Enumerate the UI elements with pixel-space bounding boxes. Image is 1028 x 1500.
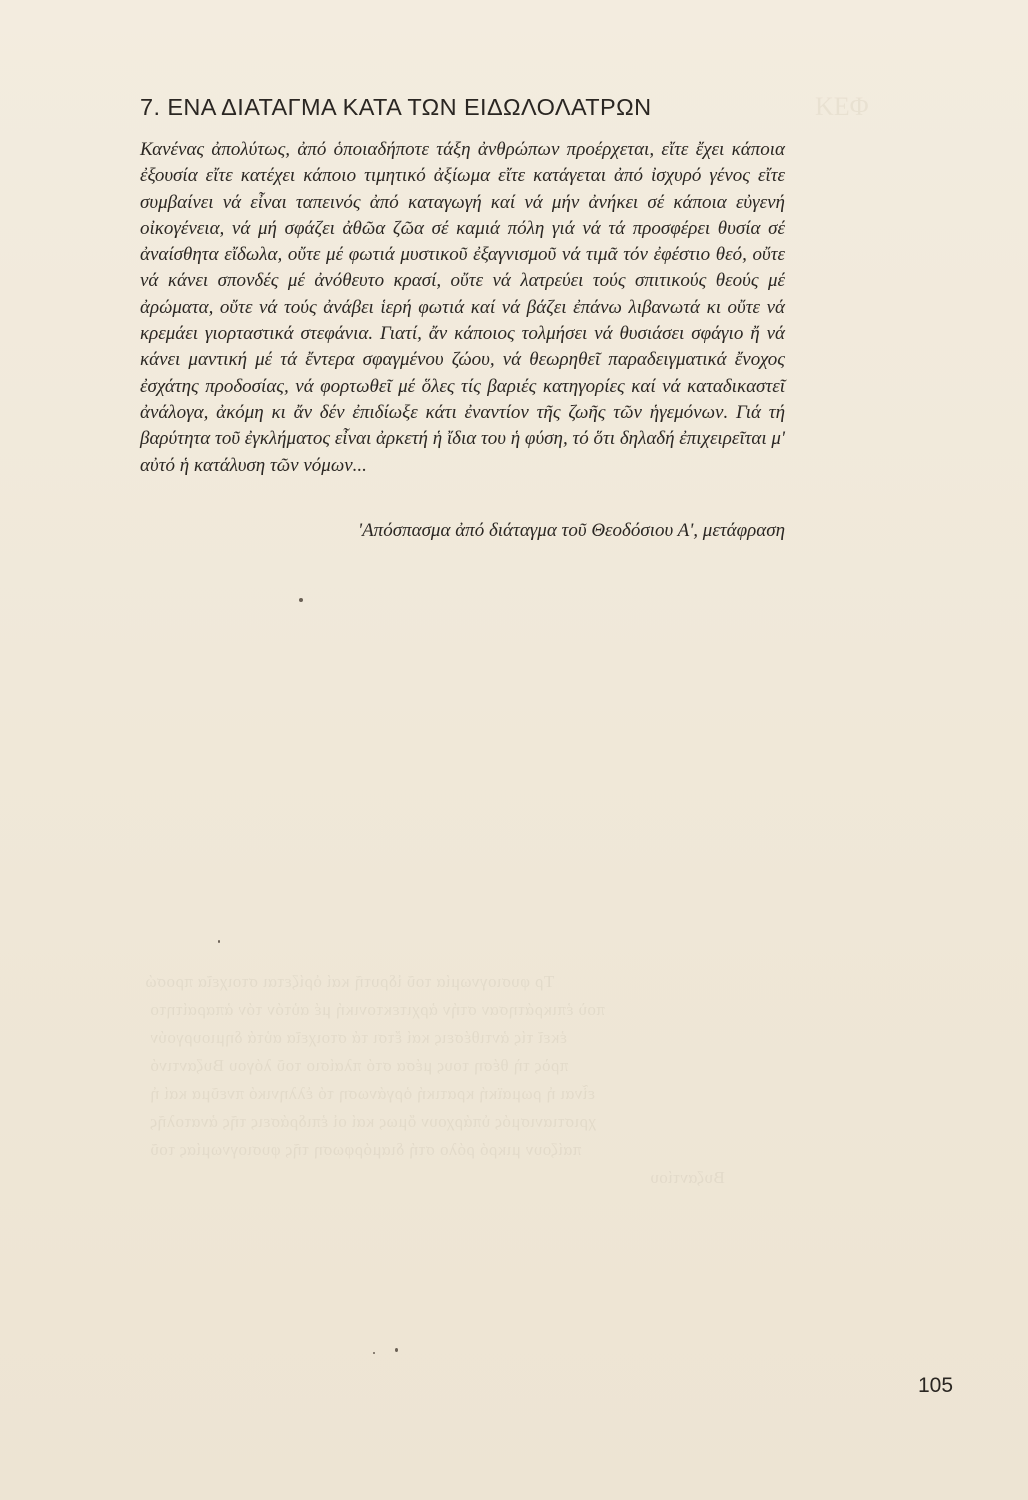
decree-excerpt-text: Κανένας ἀπολύτως, ἀπό ὁποιαδήποτε τάξη ἀνθρώπων προέρχεται, εἴτε ἔχει κάποια ἐξουσία εἴτε κατέχει κάποιο τιμητικό ἀξίωμα εἴτε κατάγεται ἀπό ἰσχυρό γένος εἴτε συμβαίνει νά εἶναι ταπεινός ἀπό καταγωγή καί νά μήν ἀνήκει σέ κάποια εὐγενή οἰκογένεια, νά μή σφάζει ἀθῶα ζῶα σέ καμιά πόλη γιά νά τά προσφέρει θυσία σέ ἀναίσθητα εἴδωλα, οὔτε μέ φωτιά μυστικοῦ ἐξαγνισμοῦ νά τιμᾶ τόν ἐφέστιο θεό, οὔτε νά κάνει σπονδές μέ ἀνόθευτο κρασί, οὔτε νά λατρεύει τούς σπιτικούς θεούς μέ ἀρώματα, οὔτε νά τούς ἀνάβει ἱερή φωτιά καί νά βάζει ἐπάνω λιβανωτά κι οὔτε νά κρεμάει γιορταστικά στεφάνια. Γιατί, ἄν κάποιος τολμήσει νά θυσιάσει σφάγιο ἤ νά κάνει μαντική μέ τά ἔντερα σφαγμένου ζώου, νά θεωρηθεῖ παραδειγματικά ἔνοχος ἐσχάτης προδοσίας, νά φορτωθεῖ μέ ὅλες τίς βαριές κατηγορίες καί νά καταδικαστεῖ ἀνάλογα, ἀκόμη κι ἄν δέν ἐπιδίωξε κάτι ἐναντίον τῆς ζωῆς τῶν ἡγεμόνων. Γιά τή βαρύτητα τοῦ ἐγκλήματος εἶναι ἀρκετή ἡ ἴδια του ἡ φύση, τό ὅτι δηλαδή ἐπιχειρεῖται μ' αὐτό ἡ κατάλυση τῶν νόμων... [140,139,785,476]
print-speck [218,940,220,943]
page-number: 105 [918,1374,954,1397]
print-speck [395,1348,398,1352]
show-through-background: ΚΕΦ Τρ φυσιογνωμία τοῦ ἱδρυτῆ καί ὁρίζεται στοιχεῖα προσώ ποὺ ἐπικράτησαν στήν ἀρχιτεκτονική μέ αὐτόν τόν ἀπαραίτητο ἐκεῖ τίς ἀντιθέσεις καί ἔτσι τά στοιχεῖα αὐτά δημιουργούν πρὸς τὴ θέση τους μέσα στό πλαίσιο τοῦ λόγου Βυζαντινό εἶναι ἡ ρωμαϊκή κρατική ὀργάνωση τό ἑλληνικό πνεῦμα καί ἡ χριστιανισμός ὑπάρχουν ὅμως καί οἱ ἐπιδράσεις τῆς ἀνατολῆς παίζουν μικρό ρόλο στή διαμόρφωση τῆς φυσιογνωμίας τοῦ Βυζαντίου [145,92,869,1187]
print-speck [373,1352,375,1354]
print-speck [299,598,303,602]
source-attribution: 'Απόσπασμα ἀπό διάταγμα τοῦ Θεοδόσιου Α', μετάφραση [358,520,785,541]
section-heading: 7. ΕΝΑ ΔΙΑΤΑΓΜΑ ΚΑΤΑ ΤΩΝ ΕΙΔΩΛΟΛΑΤΡΩΝ [140,94,652,120]
